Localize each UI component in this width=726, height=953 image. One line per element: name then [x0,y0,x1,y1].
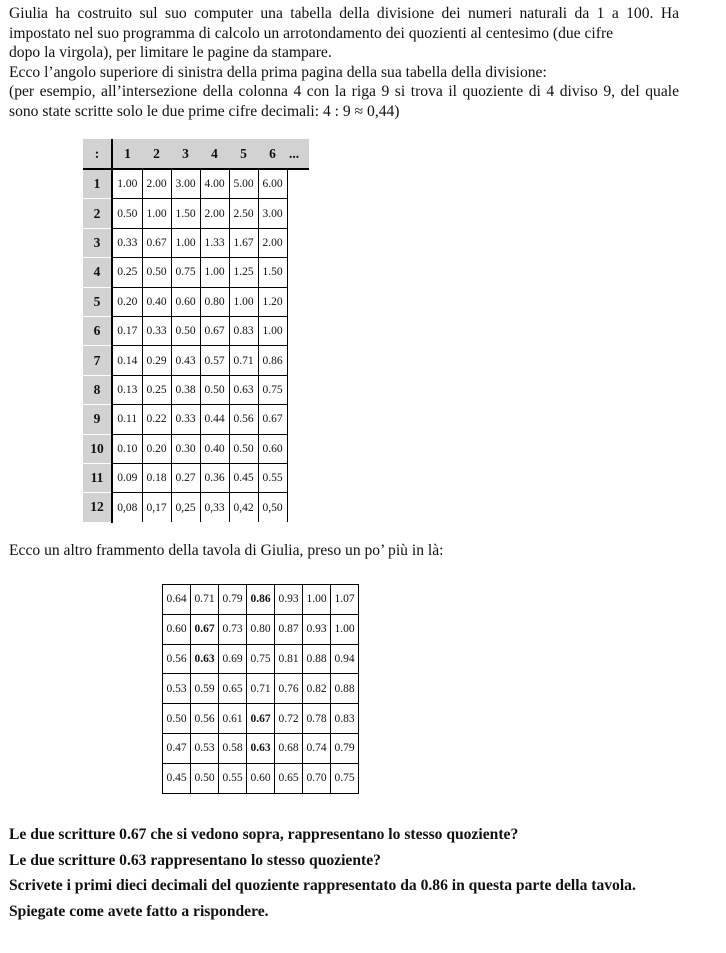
column-header: 6 [258,139,287,169]
intro-line: quale sono state scritte solo le due prime cifre decimali: 4 : 9 ≈ 0,44) [9,83,679,120]
quotient-cell: 0.71 [191,585,219,615]
intro-text [9,4,679,122]
quotient-cell: 0.50 [229,434,258,463]
fragment-intro-text: Ecco un altro frammento della tavola di Giulia, preso un po’ più in là: [9,542,444,559]
quotient-cell: 0.56 [191,704,219,734]
quotient-cell: 1.00 [171,228,200,257]
intro-line: Ecco l’angolo superiore di sinistra della prima pagina della sua tabella della divisione: [9,63,547,81]
table-row [83,346,309,375]
quotient-cell: 0.10 [112,434,142,463]
column-header: 2 [142,139,171,169]
quotient-cell: 0.83 [229,316,258,345]
quotient-cell: 0.17 [112,316,142,345]
quotient-cell: 0.13 [112,375,142,404]
quotient-cell: 0.93 [275,585,303,615]
quotient-cell: 1.07 [331,585,359,615]
quotient-cell: 0.73 [219,614,247,644]
quotient-cell: 1.00 [200,258,229,287]
quotient-cell: 0.65 [275,763,303,793]
quotient-cell: 0.50 [142,258,171,287]
quotient-cell: 0.67 [142,228,171,257]
quotient-cell: 0,25 [171,493,200,522]
quotient-cell: 0.88 [331,674,359,704]
intro-line: dopo la virgola), per limitare le pagine da stampare. [9,44,332,62]
table-corner: : [83,139,112,169]
table-spacer [287,316,309,345]
quotient-cell: 0.09 [112,463,142,492]
quotient-cell: 0.94 [331,644,359,674]
question-1: Le due scritture 0.67 che si vedono sopra, rappresentano lo stesso quoziente? [9,826,519,843]
quotient-cell: 2.00 [258,228,287,257]
quotient-cell: 1.50 [171,199,200,228]
quotient-cell: 0.87 [275,614,303,644]
quotient-cell: 0.81 [275,644,303,674]
quotient-cell: 0.44 [200,405,229,434]
quotient-cell: 0.14 [112,346,142,375]
quotient-cell: 1.00 [142,199,171,228]
quotient-cell: 0.67 [200,316,229,345]
quotient-cell: 0,08 [112,493,142,522]
quotient-cell: 1.00 [229,287,258,316]
quotient-cell: 0.61 [219,704,247,734]
quotient-cell: 0,33 [200,493,229,522]
quotient-cell: 0.50 [200,375,229,404]
column-header: 1 [112,139,142,169]
column-ellipsis: ... [287,139,309,169]
quotient-cell: 1.33 [200,228,229,257]
highlighted-quotient-cell: 0.67 [247,704,275,734]
row-header: 4 [83,258,112,287]
table-spacer [287,493,309,522]
quotient-cell: 0.33 [142,316,171,345]
quotient-cell: 0.50 [171,316,200,345]
quotient-cell: 0.60 [171,287,200,316]
table-spacer [287,258,309,287]
quotient-cell: 3.00 [258,199,287,228]
intro-line: (per esempio, all’intersezione della colonna 4 con la riga 9 si trova il quoziente di 4 diviso 9, del [9,83,640,101]
table-spacer [287,375,309,404]
quotient-cell: 0.25 [142,375,171,404]
quotient-cell: 0.38 [171,375,200,404]
quotient-cell: 0.82 [303,674,331,704]
quotient-cell: 0.71 [247,674,275,704]
quotient-cell: 0.33 [112,228,142,257]
table-spacer [287,463,309,492]
quotient-cell: 1.00 [331,614,359,644]
quotient-cell: 0.76 [275,674,303,704]
quotient-cell: 0.29 [142,346,171,375]
table-row [83,287,309,316]
table-row [163,585,359,615]
quotient-cell: 1.00 [112,169,142,199]
quotient-cell: 1.00 [258,316,287,345]
highlighted-quotient-cell: 0.63 [191,644,219,674]
table-row [83,199,309,228]
quotient-cell: 0.11 [112,405,142,434]
quotient-cell: 6.00 [258,169,287,199]
quotient-cell: 1.20 [258,287,287,316]
intro-line: Giulia ha costruito sul suo computer una tabella della divisione dei numeri naturali da 1 a 100. Ha [9,5,679,22]
question-4: Spiegate come avete fatto a rispondere. [9,902,269,920]
table-row [83,258,309,287]
table-row [83,316,309,345]
table-row [83,463,309,492]
table-row [83,375,309,404]
quotient-cell: 4.00 [200,169,229,199]
quotient-cell: 0,50 [258,493,287,522]
quotient-cell: 0.69 [219,644,247,674]
quotient-cell: 0.60 [258,434,287,463]
table-spacer [287,169,309,199]
quotient-cell: 0.55 [219,763,247,793]
row-header: 12 [83,493,112,522]
table-row [163,763,359,793]
quotient-cell: 0.56 [229,405,258,434]
quotient-cell: 3.00 [171,169,200,199]
quotient-cell: 0.75 [247,644,275,674]
table-spacer [287,228,309,257]
quotient-cell: 0.72 [275,704,303,734]
quotient-cell: 1.67 [229,228,258,257]
quotient-cell: 0.40 [142,287,171,316]
highlighted-quotient-cell: 0.63 [247,733,275,763]
quotient-cell: 0.18 [142,463,171,492]
quotient-cell: 0.63 [229,375,258,404]
row-header: 1 [83,169,112,199]
quotient-cell: 0,42 [229,493,258,522]
intro-line: impostato nel suo programma di calcolo un arrotondamento dei quozienti al centesimo (due cifre [9,24,614,42]
table-row [163,644,359,674]
highlighted-quotient-cell: 0.67 [191,614,219,644]
quotient-cell: 0.70 [303,763,331,793]
row-header: 11 [83,463,112,492]
quotient-cell: 0.60 [247,763,275,793]
quotient-cell: 0.60 [163,614,191,644]
quotient-cell: 0.53 [163,674,191,704]
quotient-cell: 0.45 [163,763,191,793]
quotient-cell: 2.00 [200,199,229,228]
quotient-cell: 0.59 [191,674,219,704]
quotient-cell: 0.75 [258,375,287,404]
highlighted-quotient-cell: 0.86 [247,585,275,615]
column-header: 4 [200,139,229,169]
quotient-cell: 0.43 [171,346,200,375]
table-row [83,493,309,522]
quotient-cell: 0.64 [163,585,191,615]
quotient-cell: 1.00 [303,585,331,615]
quotient-cell: 0.71 [229,346,258,375]
quotient-cell: 0.57 [200,346,229,375]
table-spacer [287,199,309,228]
quotient-cell: 0.45 [229,463,258,492]
quotient-cell: 0.27 [171,463,200,492]
table-spacer [287,287,309,316]
quotient-cell: 0.80 [200,287,229,316]
table-spacer [287,405,309,434]
quotient-cell: 0.50 [191,763,219,793]
quotient-cell: 0.53 [191,733,219,763]
table-spacer [287,346,309,375]
question-3: Scrivete i primi dieci decimali del quoziente rappresentato da 0.86 in questa parte della tavola. [9,877,636,895]
quotient-cell: 0.55 [258,463,287,492]
table-spacer [287,434,309,463]
row-header: 8 [83,375,112,404]
quotient-cell: 0.88 [303,644,331,674]
quotient-cell: 0.47 [163,733,191,763]
quotient-cell: 0.93 [303,614,331,644]
quotient-cell: 5.00 [229,169,258,199]
table-row [83,434,309,463]
table-row [163,704,359,734]
row-header: 5 [83,287,112,316]
table-row [83,405,309,434]
quotient-cell: 2.00 [142,169,171,199]
table-header-row [83,139,309,169]
quotient-cell: 0.80 [247,614,275,644]
column-header: 3 [171,139,200,169]
row-header: 6 [83,316,112,345]
fragment-table [162,584,359,794]
quotient-cell: 1.25 [229,258,258,287]
quotient-cell: 0.58 [219,733,247,763]
quotient-cell: 0.20 [112,287,142,316]
row-header: 2 [83,199,112,228]
quotient-cell: 0.50 [112,199,142,228]
table-row [163,733,359,763]
quotient-cell: 2.50 [229,199,258,228]
quotient-cell: 0.68 [275,733,303,763]
questions [9,825,679,927]
quotient-cell: 0.20 [142,434,171,463]
quotient-cell: 0,17 [142,493,171,522]
table-row [83,169,309,199]
quotient-cell: 0.86 [258,346,287,375]
table-row [163,674,359,704]
quotient-cell: 0.83 [331,704,359,734]
intro-paragraph-1 [9,4,679,122]
quotient-cell: 0.75 [331,763,359,793]
table-row [83,228,309,257]
row-header: 9 [83,405,112,434]
quotient-cell: 0.56 [163,644,191,674]
row-header: 7 [83,346,112,375]
quotient-cell: 0.79 [331,733,359,763]
quotient-cell: 0.79 [219,585,247,615]
row-header: 3 [83,228,112,257]
table-row [163,614,359,644]
quotient-cell: 0.78 [303,704,331,734]
quotient-cell: 0.22 [142,405,171,434]
quotient-cell: 0.75 [171,258,200,287]
quotient-cell: 0.30 [171,434,200,463]
quotient-cell: 0.74 [303,733,331,763]
quotient-cell: 0.40 [200,434,229,463]
quotient-cell: 0.65 [219,674,247,704]
column-header: 5 [229,139,258,169]
quotient-cell: 0.36 [200,463,229,492]
quotient-cell: 1.50 [258,258,287,287]
quotient-cell: 0.67 [258,405,287,434]
division-table [83,139,309,523]
quotient-cell: 0.25 [112,258,142,287]
quotient-cell: 0.50 [163,704,191,734]
quotient-cell: 0.33 [171,405,200,434]
question-2: Le due scritture 0.63 rappresentano lo stesso quoziente? [9,851,381,869]
row-header: 10 [83,434,112,463]
